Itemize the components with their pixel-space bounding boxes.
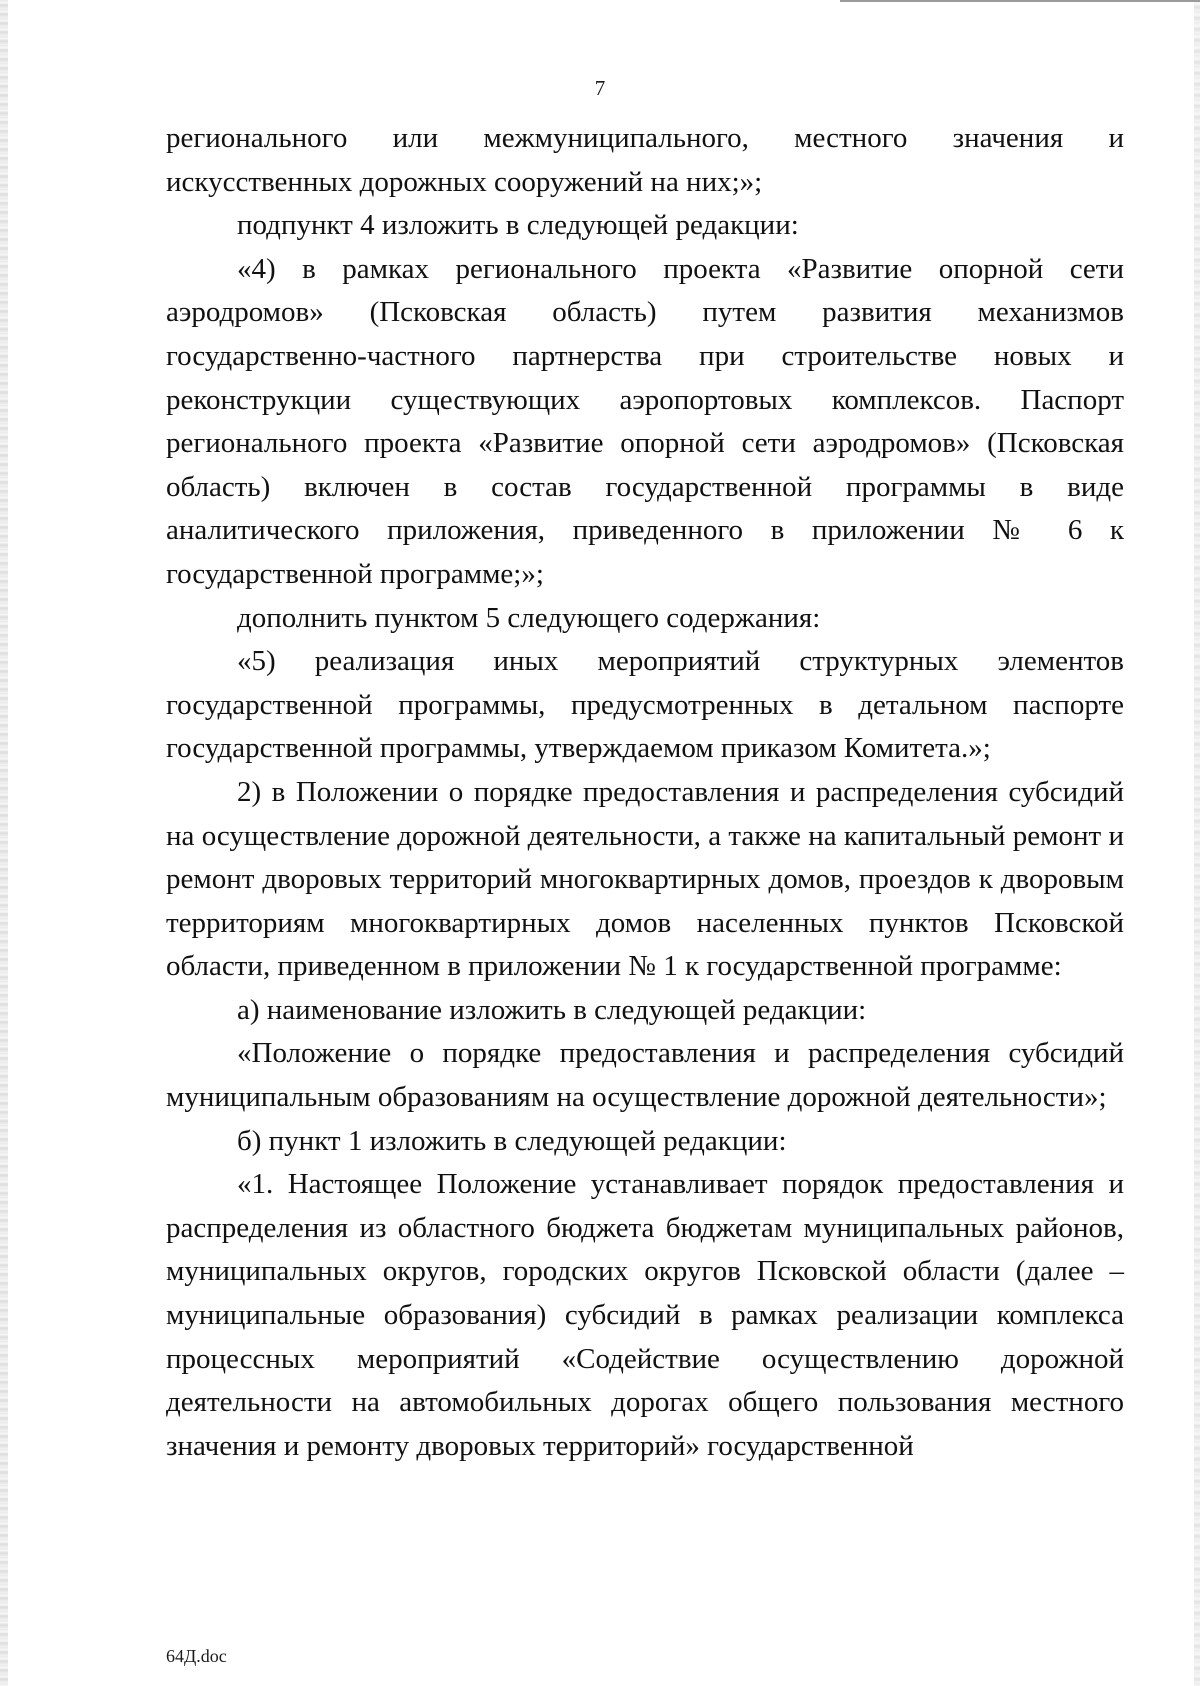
paragraph-5: «5) реализация иных мероприятий структурных элементов государственной программы, предусмотренных в детальном паспорте государственной программы, утверждаемом приказом Комитета.»; (166, 645, 1124, 765)
scan-edge-right (1194, 0, 1200, 1686)
paragraph-2: подпункт 4 изложить в следующей редакции: (237, 209, 799, 242)
paragraph-9: б) пункт 1 изложить в следующей редакции: (237, 1124, 787, 1157)
paragraph-3: «4) в рамках регионального проекта «Развитие опорной сети аэродромов» (Псковская область) путем развития механизмов государственно-частного партнерства при строительстве новых и реконструкции существующих аэропортовых комплексов. Паспорт регионального проекта «Развитие опорной сети аэродромов» (Псковская область) включен в состав государственной программы в виде аналитического приложения, приведенного в приложении № 6 к государственной программе;»; (166, 252, 1124, 590)
paragraph-4: дополнить пунктом 5 следующего содержания: (237, 601, 821, 634)
paragraph-10: «1. Настоящее Положение устанавливает порядок предоставления и распределения из областного бюджета бюджетам муниципальных районов, муниципальных округов, городских округов Псковской области (далее – муниципальные образования) субсидий в рамках реализации комплекса процессных мероприятий «Содействие осуществлению дорожной деятельности на автомобильных дорогах общего пользования местного значения и ремонту дворовых территорий» государственной (166, 1168, 1124, 1462)
scan-edge-left (0, 0, 8, 1686)
paragraph-6: 2) в Положении о порядке предоставления и распределения субсидий на осуществление дорожной деятельности, а также на капитальный ремонт и ремонт дворовых территорий многоквартирных домов, проездов к дворовым территориям многоквартирных домов населенных пунктов Псковской области, приведенном в приложении № 1 к государственной программе: (166, 775, 1124, 983)
paragraph-1: регионального или межмуниципального, местного значения и искусственных дорожных сооружений на них;»; (166, 122, 1124, 198)
scan-edge-top (840, 0, 1200, 2)
document-body (166, 117, 1124, 1468)
footer-filename: 64Д.doc (166, 1646, 227, 1666)
paragraph-8: «Положение о порядке предоставления и распределения субсидий муниципальным образованиям на осуществление дорожной деятельности»; (166, 1037, 1124, 1114)
page-number: 7 (594, 76, 606, 100)
paragraph-7: а) наименование изложить в следующей редакции: (237, 993, 867, 1026)
